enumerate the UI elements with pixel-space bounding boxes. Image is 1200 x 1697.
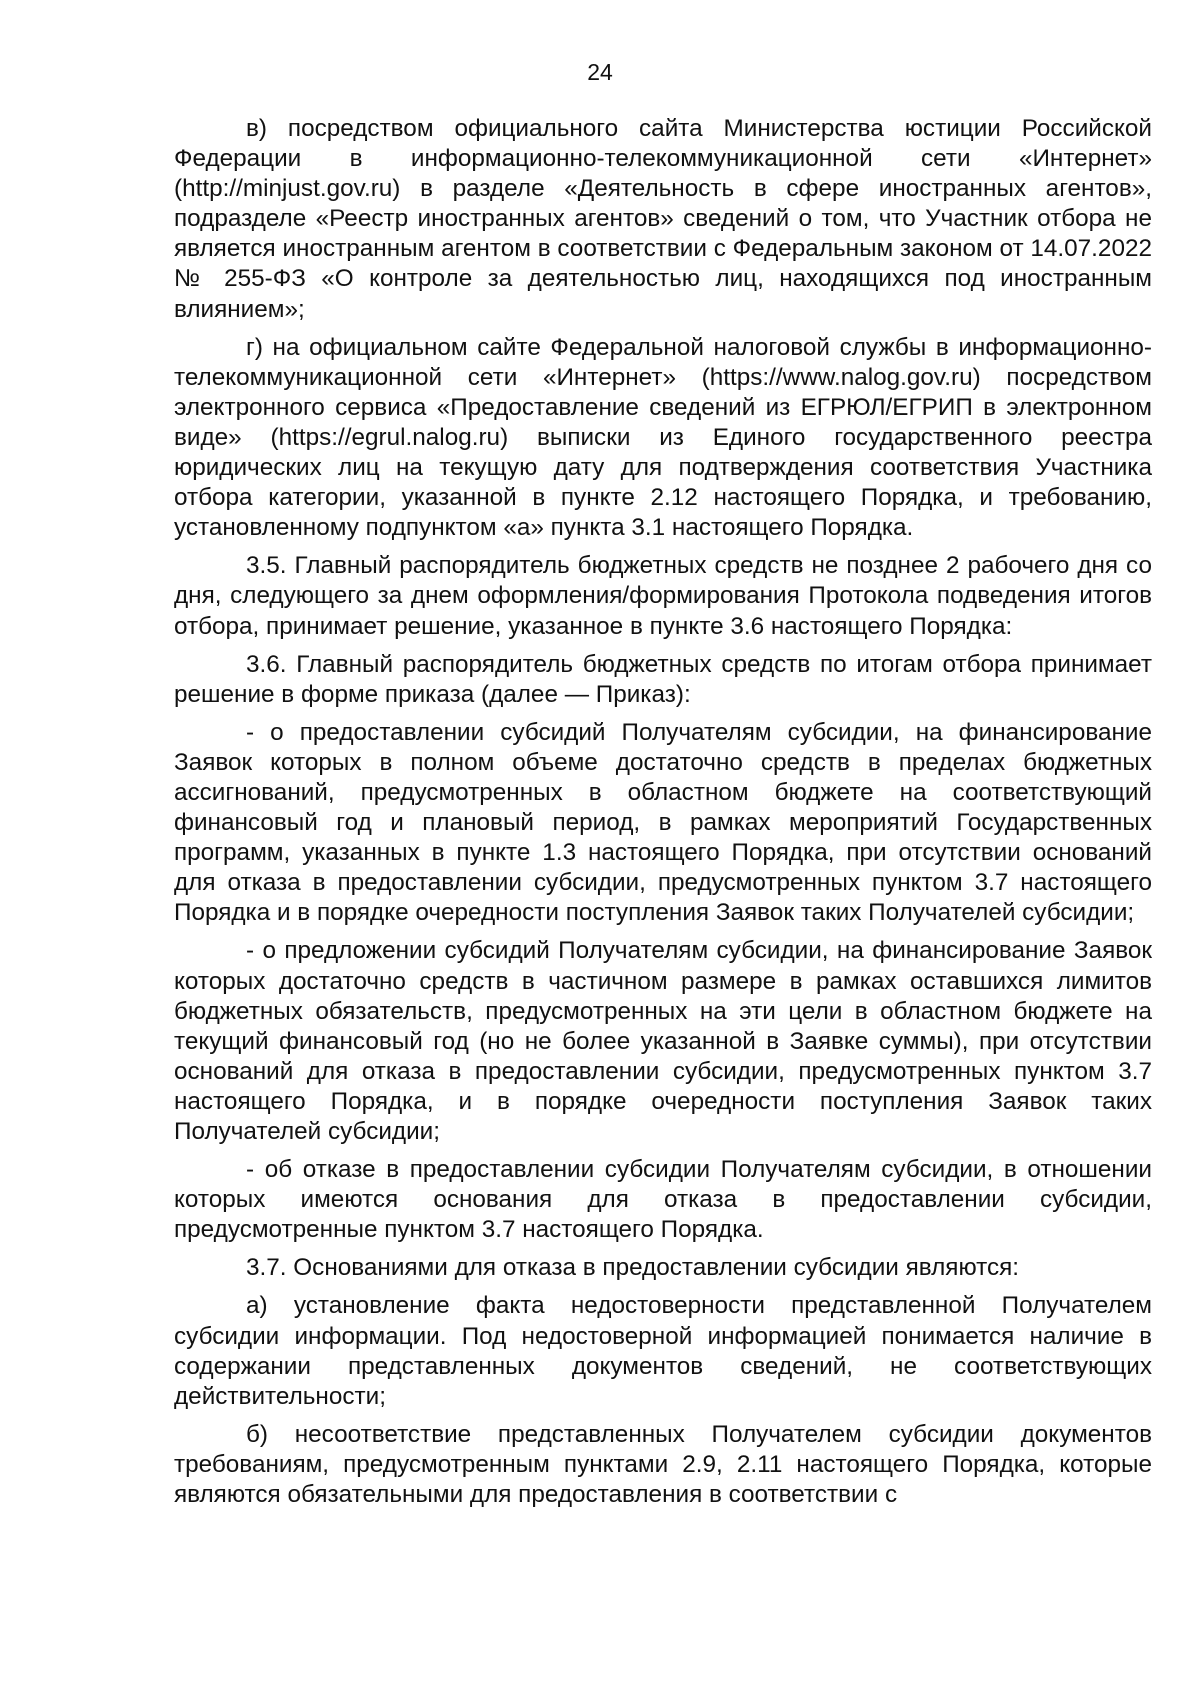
page-number: 24 — [587, 59, 613, 85]
paragraph-3-6-item-refusal: - об отказе в предоставлении субсидии Получателям субсидии, в отношении которых имеются основания для отказа в предоставлении субсидии, предусмотренные пунктом 3.7 настоящего Порядка. — [174, 1156, 1152, 1244]
paragraph-3-5: 3.5. Главный распорядитель бюджетных средств не позднее 2 рабочего дня со дня, следующего за днем оформления/формирования Протокола подведения итогов отбора, принимает решение, указанное в пункте 3.6 настоящего Порядка: — [174, 552, 1152, 640]
document-body — [174, 114, 1152, 1518]
paragraph-3-6: 3.6. Главный распорядитель бюджетных средств по итогам отбора принимает решение в форме приказа (далее — Приказ): — [174, 650, 1152, 708]
paragraph-g-nalog-check: г) на официальном сайте Федеральной налоговой службы в информационно-телекоммуникационной сети «Интернет» (https://www.nalog.gov.ru) посредством электронного сервиса «Предоставление сведений из ЕГРЮЛ/ЕГРИП в электронном виде» (https://egrul.nalog.ru) выписки из Единого государственного реестра юридических лиц на текущую дату для подтверждения соответствия Участника отбора категории, указанной в пункте 2.12 настоящего Порядка, и требованию, установленному подпунктом «а» пункта 3.1 настоящего Порядка. — [174, 333, 1152, 542]
paragraph-3-6-item-offer: - о предложении субсидий Получателям субсидии, на финансирование Заявок которых достаточно средств в частичном размере в рамках оставшихся лимитов бюджетных обязательств, предусмотренных на эти цели в областном бюджете на текущий финансовый год (но не более указанной в Заявке суммы), при отсутствии оснований для отказа в предоставлении субсидии, предусмотренных пунктом 3.7 настоящего Порядка, и в порядке очередности поступления Заявок таких Получателей субсидии; — [174, 937, 1152, 1145]
paragraph-3-7: 3.7. Основаниями для отказа в предоставлении субсидии являются: — [246, 1254, 1020, 1282]
paragraph-3-6-item-grant: - о предоставлении субсидий Получателям субсидии, на финансирование Заявок которых в полном объеме достаточно средств в пределах бюджетных ассигнований, предусмотренных в областном бюджете на соответствующий финансовый год и плановый период, в рамках мероприятий Государственных программ, указанных в пункте 1.3 настоящего Порядка, при отсутствии оснований для отказа в предоставлении субсидии, предусмотренных пунктом 3.7 настоящего Порядка и в порядке очередности поступления Заявок таких Получателей субсидии; — [174, 718, 1152, 927]
paragraph-v-minjust-check: в) посредством официального сайта Министерства юстиции Российской Федерации в информационно-телекоммуникационной сети «Интернет» (http://minjust.gov.ru) в разделе «Деятельность в сфере иностранных агентов», подразделе «Реестр иностранных агентов» сведений о том, что Участник отбора не является иностранным агентом в соответствии с Федеральным законом от 14.07.2022 № 255-ФЗ «О контроле за деятельностью лиц, находящихся под иностранным влиянием»; — [174, 115, 1152, 323]
paragraph-3-7-a: а) установление факта недостоверности представленной Получателем субсидии информации. Под недостоверной информацией понимается наличие в содержании представленных документов сведений, не соответствующих действительности; — [174, 1292, 1152, 1410]
paragraph-3-7-b: б) несоответствие представленных Получателем субсидии документов требованиям, предусмотренным пунктами 2.9, 2.11 настоящего Порядка, которые являются обязательными для предоставления в соответствии с — [174, 1420, 1152, 1509]
